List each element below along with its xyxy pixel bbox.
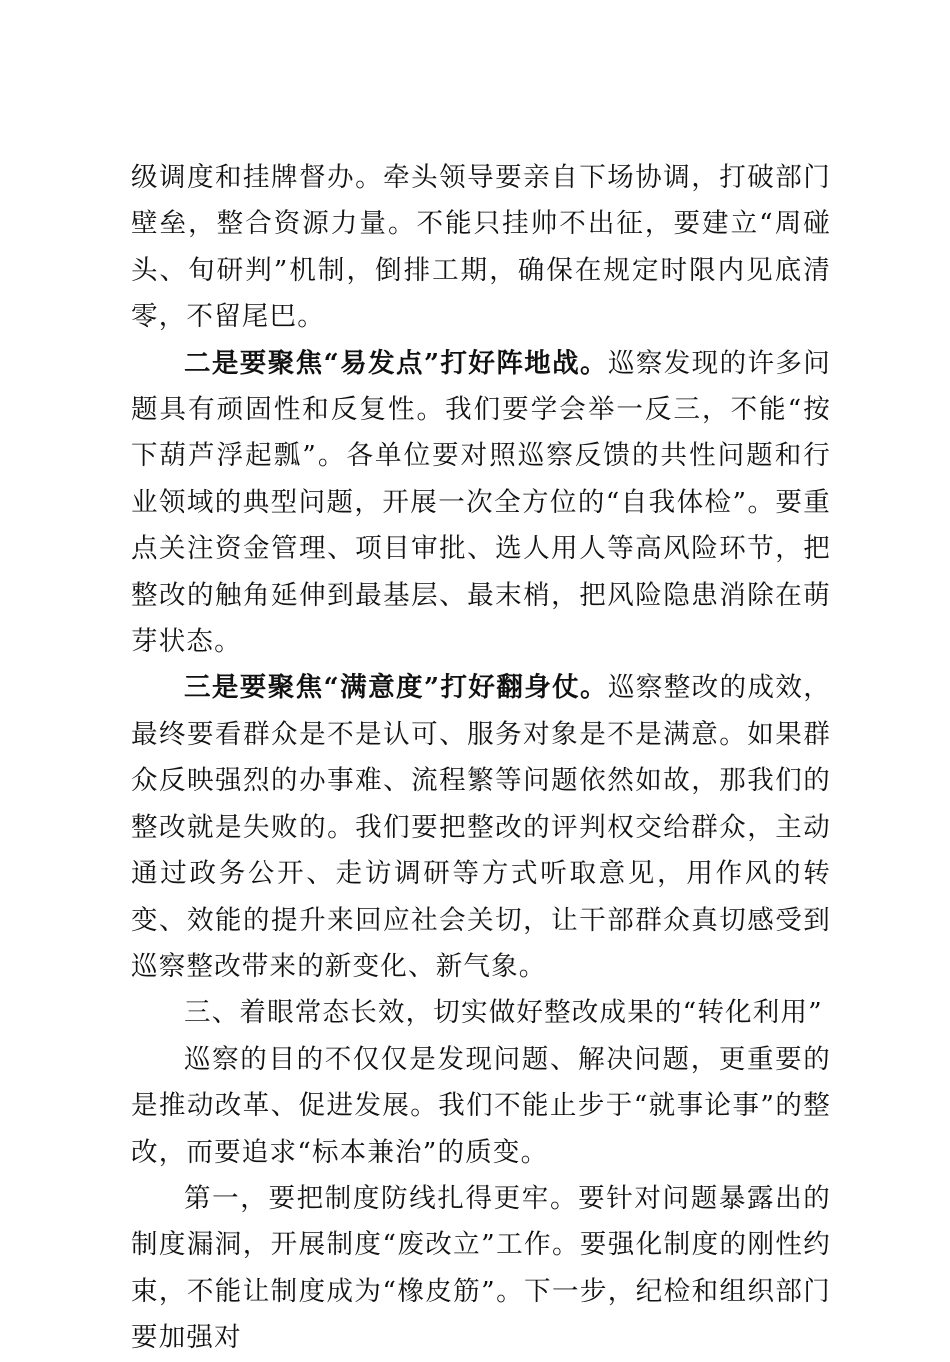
paragraph-1 — [131, 155, 831, 341]
paragraph-bold-lead: 二是要聚焦“易发点”打好阵地战。 — [184, 347, 608, 379]
document-body — [131, 155, 831, 1362]
paragraph-text: 巡察整改的成效，最终要看群众是不是认可、服务对象是不是满意。如果群众反映强烈的办事难、流程繁等问题依然如故，那我们的整改就是失败的。我们要把整改的评判权交给群众，主动通过政务公开、走访调研等方式听取意见，用作风的转变、效能的提升来回应社会关切，让干部群众真切感受到巡察整改带来的新变化、新气象。 — [131, 672, 831, 982]
paragraph-text: 巡察发现的许多问题具有顽固性和反复性。我们要学会举一反三，不能“按下葫芦浮起瓢”。各单位要对照巡察反馈的共性问题和行业领域的典型问题，开展一次全方位的“自我体检”。要重点关注资金管理、项目审批、选人用人等高风险环节，把整改的触角延伸到最基层、最末梢，把风险隐患消除在萌芽状态。 — [131, 347, 831, 658]
paragraph-3 — [131, 665, 831, 990]
paragraph-2 — [131, 341, 831, 666]
paragraph-text: 第一，要把制度防线扎得更牢。要针对问题暴露出的制度漏洞，开展制度“废改立”工作。要强化制度的刚性约束，不能让制度成为“橡皮筋”。下一步，纪检和组织部门要加强对 — [131, 1182, 831, 1354]
section-heading-text: 三、着眼常态长效，切实做好整改成果的“转化利用” — [184, 997, 823, 1029]
section-heading — [131, 990, 831, 1036]
paragraph-bold-lead: 三是要聚焦“满意度”打好翻身仗。 — [184, 672, 608, 704]
paragraph-text: 级调度和挂牌督办。牵头领导要亲自下场协调，打破部门壁垒，整合资源力量。不能只挂帅不出征，要建立“周碰头、旬研判”机制，倒排工期，确保在规定时限内见底清零，不留尾巴。 — [131, 162, 831, 333]
paragraph-5 — [131, 1037, 831, 1176]
paragraph-6 — [131, 1176, 831, 1362]
paragraph-text: 巡察的目的不仅仅是发现问题、解决问题，更重要的是推动改革、促进发展。我们不能止步于“就事论事”的整改，而要追求“标本兼治”的质变。 — [131, 1043, 831, 1168]
